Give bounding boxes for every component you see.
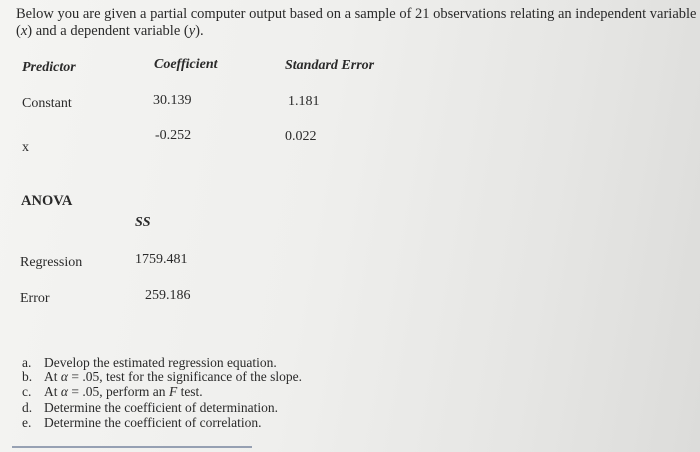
f-symbol: F [168, 384, 178, 399]
row-x-predictor: x [22, 140, 29, 155]
row-constant-predictor: Constant [22, 96, 72, 111]
question-letter: d. [22, 400, 33, 415]
anova-row-regression-source: Regression [20, 255, 83, 270]
header-coefficient: Coefficient [154, 57, 218, 72]
question-c: c. At α = .05, perform an F test. [22, 384, 203, 399]
question-letter: c. [22, 384, 32, 399]
anova-row-regression-ss: 1759.481 [135, 252, 188, 267]
row-x-std-error: 0.022 [285, 129, 317, 144]
question-letter: b. [22, 369, 33, 384]
question-e [22, 415, 262, 430]
variable-x: x [20, 23, 28, 39]
header-predictor: Predictor [22, 60, 76, 75]
problem-intro [16, 6, 696, 40]
alpha-symbol: α [60, 384, 68, 399]
question-text: Determine the coefficient of correlation. [44, 415, 262, 430]
anova-ss-header: SS [135, 215, 151, 230]
variable-y: y [188, 23, 196, 39]
row-constant-coefficient: 30.139 [153, 93, 192, 108]
intro-line-1: Below you are given a partial computer output based on a sample of 21 observations relating an independent variable [16, 6, 697, 22]
alpha-symbol: α [60, 369, 68, 384]
question-a [22, 355, 277, 370]
question-text: Determine the coefficient of determination. [44, 400, 279, 415]
header-standard-error: Standard Error [285, 58, 375, 73]
question-d [22, 400, 278, 415]
bottom-rule-divider [12, 446, 252, 448]
row-x-coefficient: -0.252 [155, 128, 192, 143]
question-b: b. At α = .05, test for the significance of the slope. [22, 369, 303, 384]
anova-row-error-source: Error [20, 291, 50, 306]
anova-row-error-ss: 259.186 [145, 288, 191, 303]
anova-title: ANOVA [21, 193, 73, 209]
row-constant-std-error: 1.181 [288, 94, 320, 109]
question-letter: e. [22, 415, 32, 430]
question-letter: a. [22, 355, 32, 370]
intro-line-2: (x) and a dependent variable (y). [16, 23, 204, 39]
question-text: Develop the estimated regression equation. [44, 355, 277, 370]
